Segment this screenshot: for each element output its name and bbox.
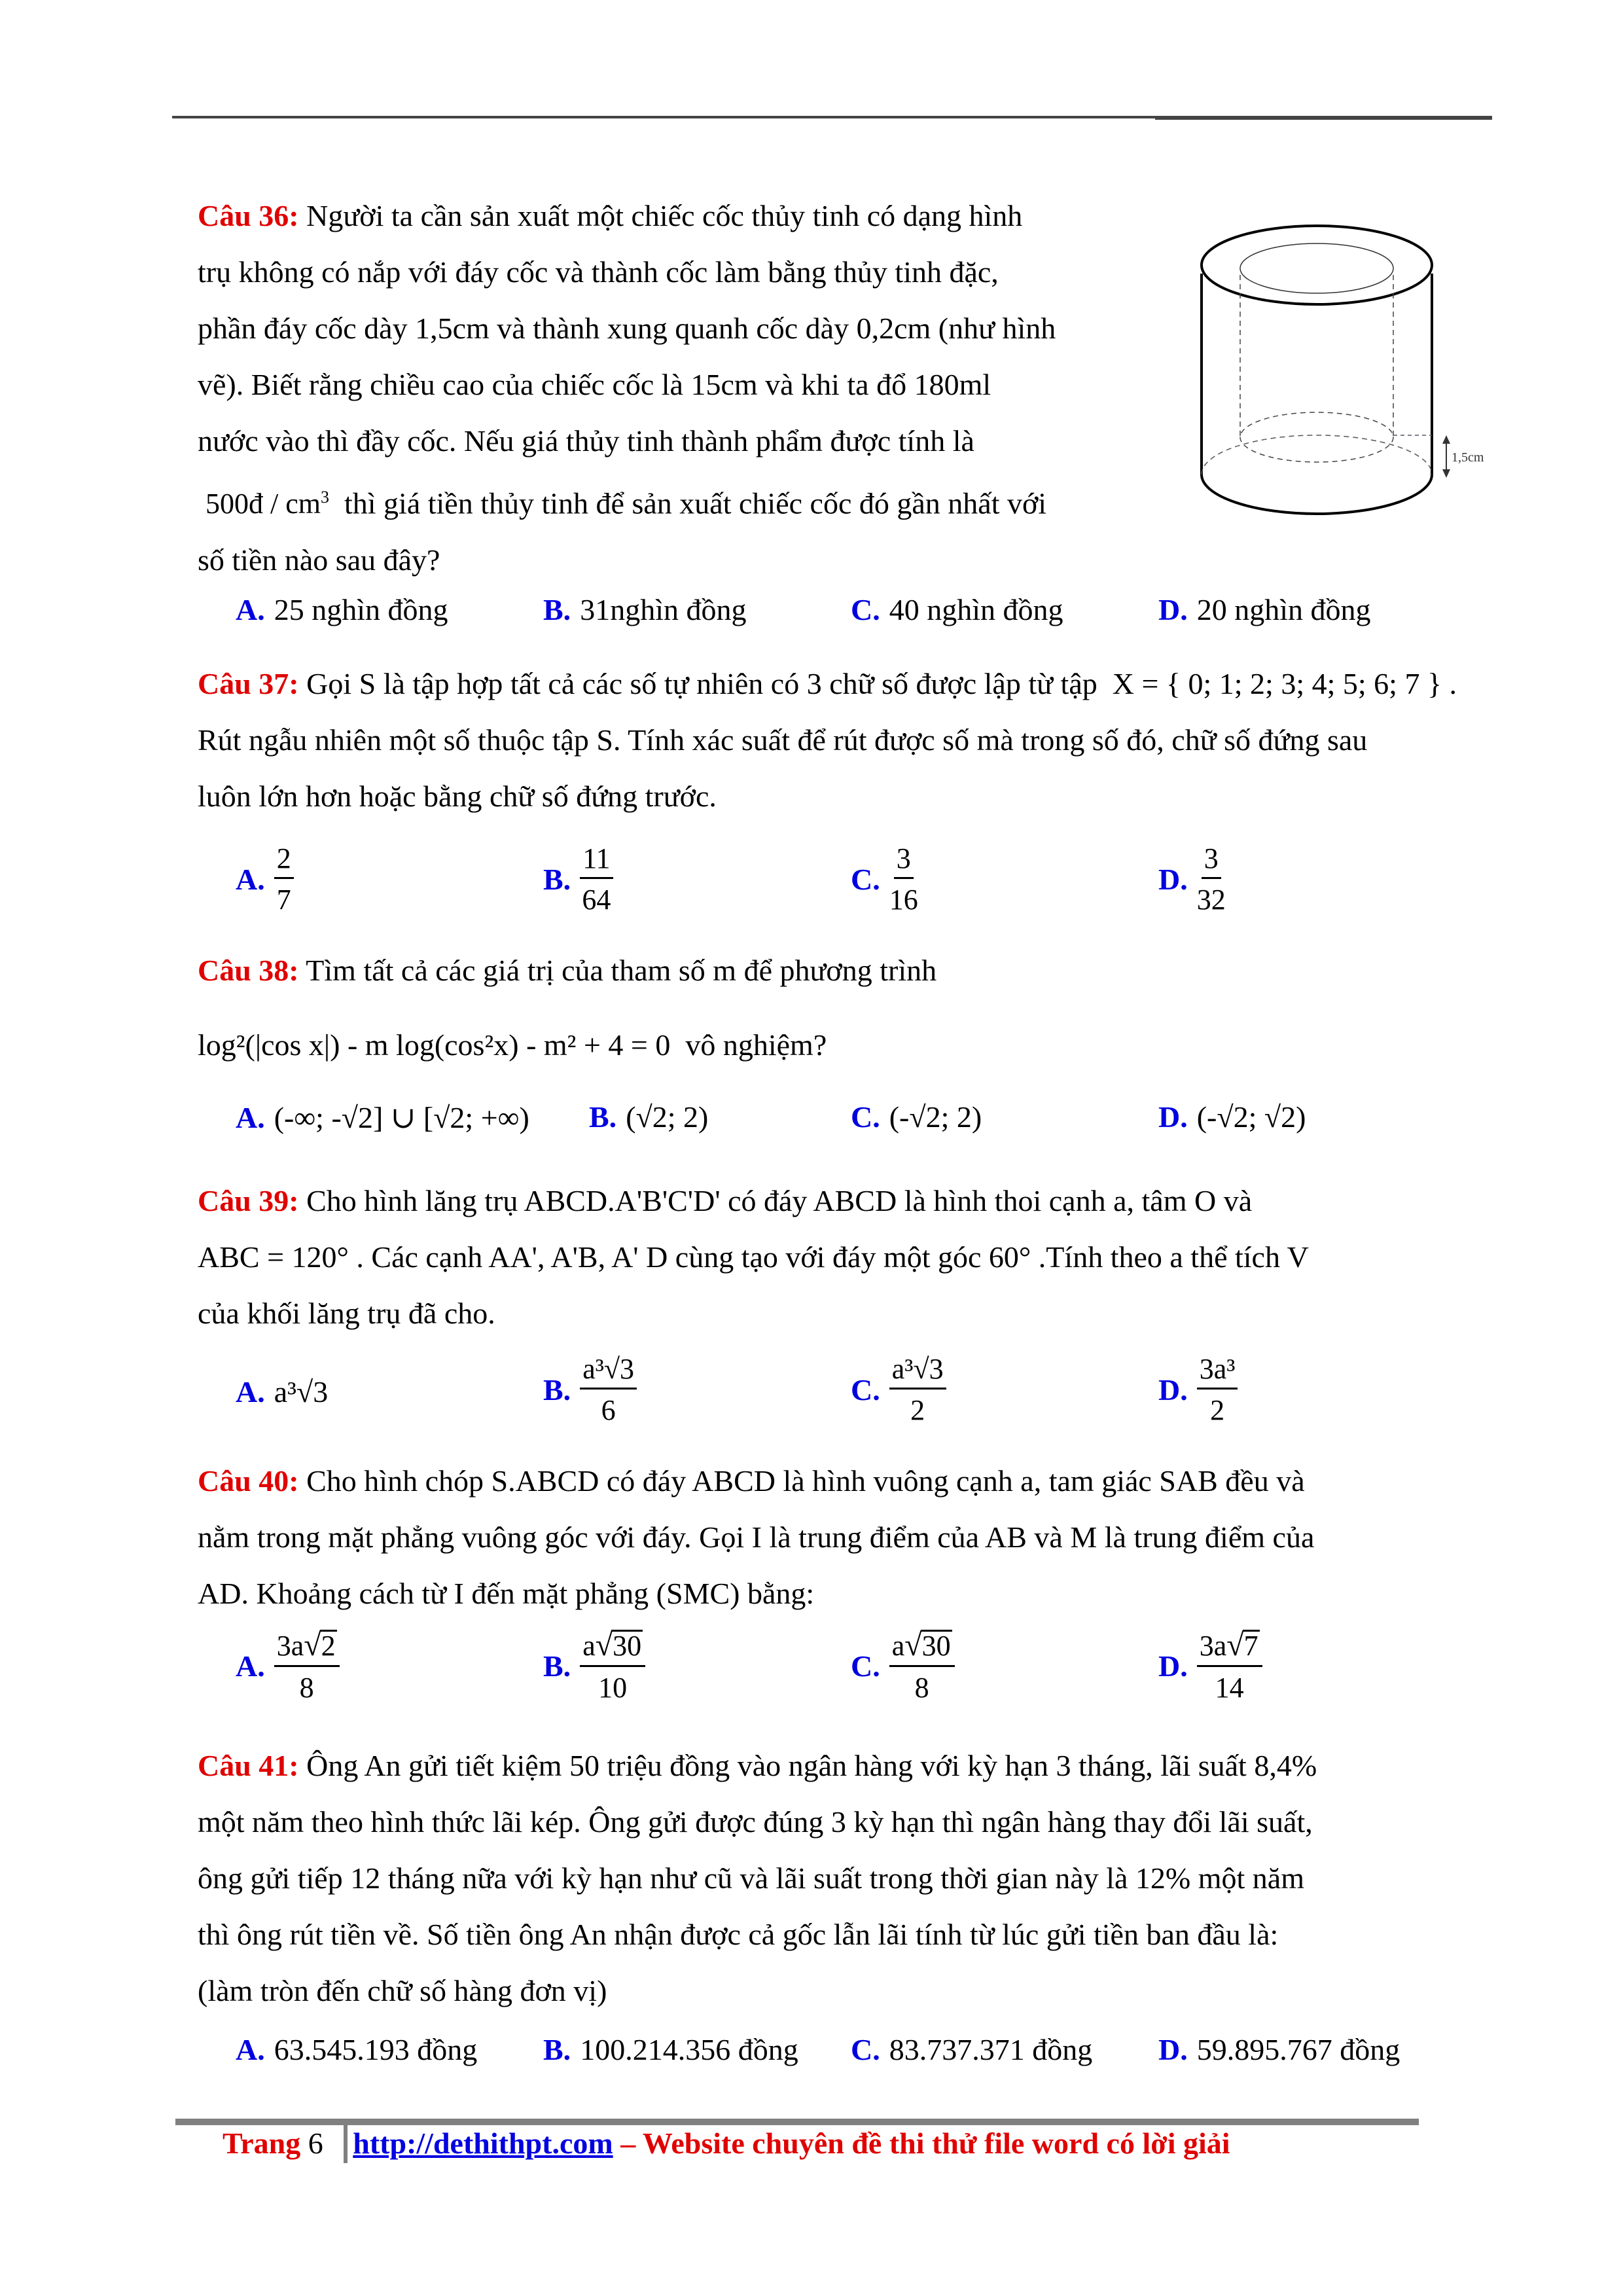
q40-option-d[interactable]: D. $\frac{3a√7}{14}$ (1158, 1630, 1262, 1702)
q40-options (0, 1630, 1623, 1708)
header-rule-right (1155, 116, 1492, 120)
q36-option-c[interactable]: C. 40 nghìn đồng (851, 593, 1063, 626)
set-expr: X = { 0; 1; 2; 3; 4; 5; 6; 7 } . (1112, 667, 1457, 700)
q37-option-b[interactable]: B. $\frac{11}{64}$ (543, 844, 613, 914)
q38-equation: log²(|cos x|) - m log(cos²x) - m² + 4 = 0 (198, 1028, 671, 1062)
q37-option-a[interactable]: A. $\frac{2}{7}$ (236, 844, 294, 914)
q36-option-a[interactable]: A. 25 nghìn đồng (236, 593, 448, 626)
q37-option-d[interactable]: D. $\frac{3}{32}$ (1158, 842, 1226, 916)
page-footer (223, 2126, 1230, 2161)
q38-text: Câu 38: Tìm tất cả các giá trị của tham số m để phương trình log²(|cos x|) - m log(cos²x) - m² + 4 = 0 vô nghiệm? (198, 954, 937, 1062)
q36-label: Câu 36: (198, 199, 299, 232)
q38-option-a[interactable]: A. (-∞; -√2] ∪ [√2; +∞) (236, 1100, 529, 1134)
q36-options (0, 592, 1623, 632)
q41-option-a[interactable]: A. 63.545.193 đồng (236, 2033, 478, 2066)
q41-text: Câu 41: Ông An gửi tiết kiệm 50 triệu đồng vào ngân hàng với kỳ hạn 3 tháng, lãi suất 8,4% một năm theo hình thức lãi kép. Ông gửi được đúng 3 kỳ hạn thì ngân hàng thay đổi lãi suất, ông gửi tiếp 12 tháng nữa với kỳ hạn như cũ và lãi suất trong thời gian này là 12% một năm thì ông rút tiền về. Số tiền ông An nhận được cả gốc lẫn lãi tính từ lúc gửi tiền ban đầu là: (làm tròn đến chữ số hàng đơn vị) (198, 1749, 1317, 2007)
q41-label: Câu 41: (198, 1749, 299, 1782)
outer-top-ellipse (1202, 226, 1432, 304)
page-number: 6 (308, 2126, 323, 2160)
page-label: Trang (223, 2126, 301, 2160)
q39-label: Câu 39: (198, 1184, 299, 1217)
q39-option-c[interactable]: C. $\frac{\text{a³√3}}{2}$ (851, 1355, 946, 1425)
q40-text: Câu 40: Cho hình chóp S.ABCD có đáy ABCD là hình vuông cạnh a, tam giác SAB đều và nằm trong mặt phẳng vuông góc với đáy. Gọi I là trung điểm của AB và M là trung điểm của AD. Khoảng cách từ I đến mặt phẳng (SMC) bằng: (198, 1464, 1315, 1610)
q38-options (0, 1100, 1623, 1152)
footer-tagline: – Website chuyên đề thi thử file word có lời giải (613, 2126, 1230, 2160)
q39-option-a[interactable]: A. a³√3 (236, 1375, 329, 1408)
website-link[interactable]: http://dethithpt.com (353, 2126, 613, 2160)
q37-options (0, 844, 1623, 916)
q40-option-a[interactable]: A. $\frac{3a√2}{8}$ (236, 1630, 340, 1702)
q36-text: Câu 36: Người ta cần sản xuất một chiếc cốc thủy tinh có dạng hình trụ không có nắp với đáy cốc và thành cốc làm bằng thủy tinh đặc, phần đáy cốc dày 1,5cm và thành xung quanh cốc dày 0,2cm (như hình vẽ). Biết rằng chiều cao của chiếc cốc là 15cm và khi ta đổ 180ml nước vào thì đầy cốc. Nếu giá thủy tinh thành phẩm được tính là 500đ / $cm^3$ thì giá tiền thủy tinh để sản xuất chiếc cốc đó gần nhất với số tiền nào sau đây? (198, 199, 1056, 577)
q39-text: Câu 39: Cho hình lăng trụ ABCD.A'B'C'D' có đáy ABCD là hình thoi cạnh a, tâm O và ABC = 120° . Các cạnh AA', A'B, A' D cùng tạo với đáy một góc 60° .Tính theo a thể tích V của khối lăng trụ đã cho. (198, 1184, 1309, 1330)
q37-text: Câu 37: Gọi S là tập hợp tất cả các số tự nhiên có 3 chữ số được lập từ tập X = { 0; 1; 2; 3; 4; 5; 6; 7 } . Rút ngẫu nhiên một số thuộc tập S. Tính xác suất để rút được số mà trong số đó, chữ số đứng sau luôn lớn hơn hoặc bằng chữ số đứng trước. (198, 667, 1457, 813)
outer-bottom-front (1202, 475, 1432, 514)
footer-rule (175, 2119, 1419, 2125)
q38-option-b[interactable]: B. (√2; 2) (589, 1100, 709, 1134)
inner-bottom-ellipse (1240, 412, 1393, 462)
outer-bottom-back (1202, 435, 1432, 475)
q37-label: Câu 37: (198, 667, 299, 700)
q41-options (0, 2032, 1623, 2072)
q41-option-b[interactable]: B. 100.214.356 đồng (543, 2033, 798, 2066)
q37-option-c[interactable]: C. $\frac{3}{16}$ (851, 842, 918, 916)
q40-label: Câu 40: (198, 1464, 299, 1498)
q41-option-d[interactable]: D. 59.895.767 đồng (1158, 2033, 1400, 2066)
q39-option-d[interactable]: D. $\frac{\text{3a³}}{2}$ (1158, 1355, 1238, 1425)
q40-option-c[interactable]: C. $\frac{a√30}{8}$ (851, 1630, 955, 1702)
q40-option-b[interactable]: B. $\frac{a√30}{10}$ (543, 1630, 645, 1702)
q38-label: Câu 38: (198, 954, 299, 987)
q38-option-c[interactable]: C. (-√2; 2) (851, 1100, 982, 1134)
q41-option-c[interactable]: C. 83.737.371 đồng (851, 2033, 1093, 2066)
q39-options (0, 1355, 1623, 1433)
inner-top-ellipse (1240, 243, 1393, 293)
q38-option-d[interactable]: D. (-√2; √2) (1158, 1100, 1306, 1134)
thickness-label: 1,5cm (1452, 450, 1484, 465)
q39-option-b[interactable]: B. $\frac{\text{a³√3}}{6}$ (543, 1355, 637, 1425)
q36-option-b[interactable]: B. 31nghìn đồng (543, 593, 747, 626)
glass-cylinder-figure (1178, 196, 1518, 537)
price-expr: 500đ / cm (205, 488, 321, 520)
q36-option-d[interactable]: D. 20 nghìn đồng (1158, 593, 1371, 626)
